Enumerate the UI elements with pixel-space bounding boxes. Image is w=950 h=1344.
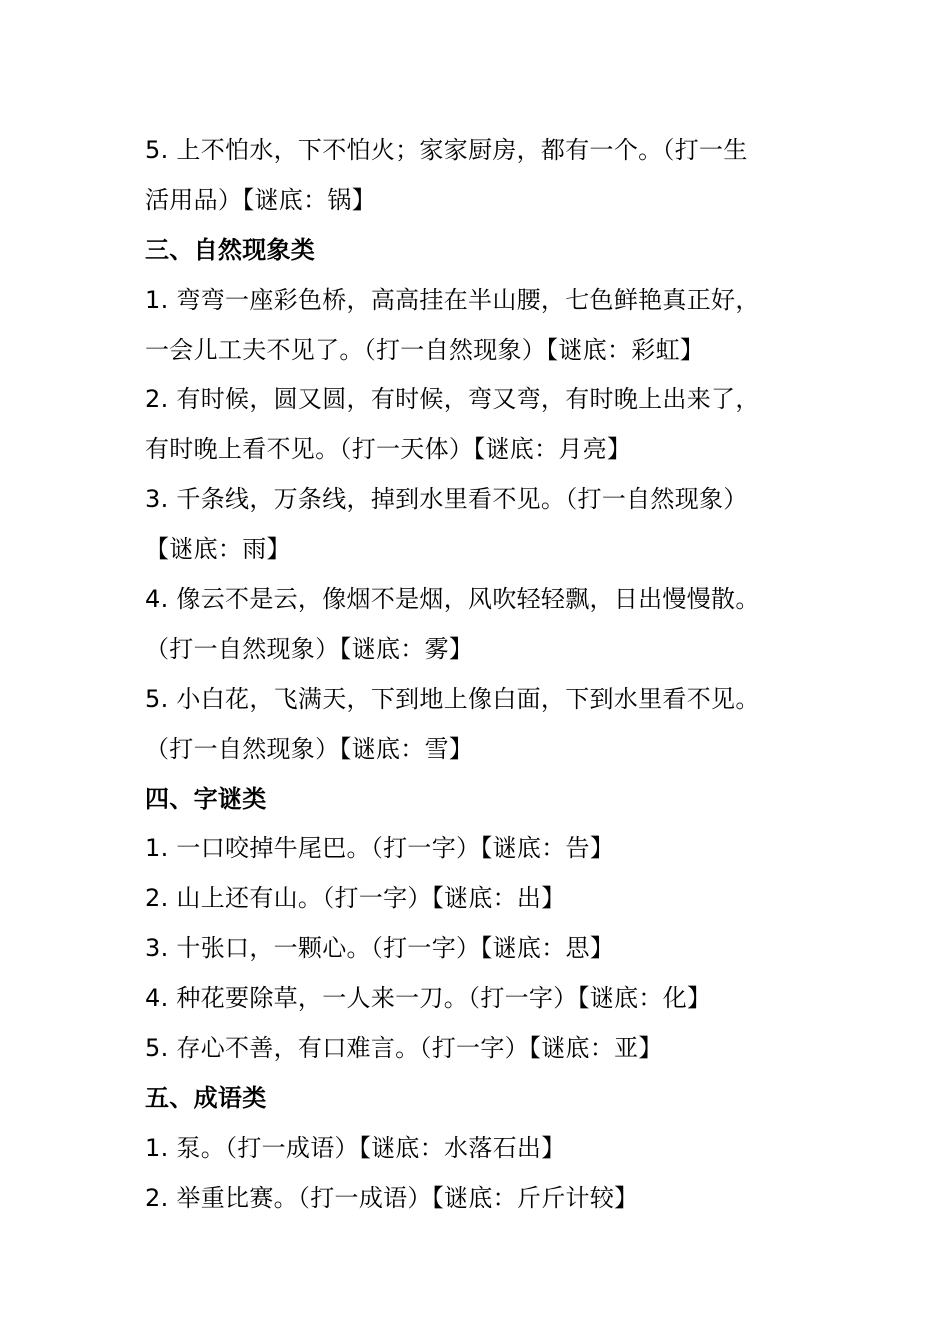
riddle-line: 5. 上不怕水，下不怕火；家家厨房，都有一个。（打一生 <box>145 136 748 164</box>
riddle-line: 4. 像云不是云，像烟不是烟，风吹轻轻飘，日出慢慢散。 <box>145 585 760 614</box>
riddle-line: 有时晚上看不见。（打一天体）【谜底：月亮】 <box>145 435 632 464</box>
riddle-line: 5. 小白花，飞满天，下到地上像白面，下到水里看不见。 <box>145 684 760 713</box>
section-heading-character: 四、字谜类 <box>145 784 267 813</box>
riddle-line: 2. 山上还有山。（打一字）【谜底：出】 <box>145 884 566 913</box>
riddle-line: 3. 千条线，万条线，掉到水里看不见。（打一自然现象） <box>145 485 748 514</box>
riddle-line: 3. 十张口，一颗心。（打一字）【谜底：思】 <box>145 934 615 963</box>
riddle-line: （打一自然现象）【谜底：雪】 <box>145 734 474 763</box>
document-page <box>145 126 815 1224</box>
riddle-line: 【谜底：雨】 <box>145 535 291 564</box>
riddle-line: 1. 弯弯一座彩色桥，高高挂在半山腰，七色鲜艳真正好， <box>145 285 760 314</box>
section-heading-nature: 三、自然现象类 <box>145 235 316 264</box>
riddle-line: 2. 举重比赛。（打一成语）【谜底：斤斤计较】 <box>145 1183 639 1212</box>
riddle-line: 一会儿工夫不见了。（打一自然现象）【谜底：彩虹】 <box>145 335 705 364</box>
section-heading-idiom: 五、成语类 <box>145 1083 267 1112</box>
riddle-line: 4. 种花要除草，一人来一刀。（打一字）【谜底：化】 <box>145 984 712 1013</box>
riddle-line: 1. 泵。（打一成语）【谜底：水落石出】 <box>145 1133 566 1162</box>
riddle-line: （打一自然现象）【谜底：雾】 <box>145 634 474 663</box>
riddle-line: 活用品）【谜底：锅】 <box>145 185 376 214</box>
riddle-line: 1. 一口咬掉牛尾巴。（打一字）【谜底：告】 <box>145 834 615 863</box>
riddle-line: 2. 有时候，圆又圆，有时候，弯又弯，有时晚上出来了， <box>145 385 760 414</box>
riddle-line: 5. 存心不善，有口难言。（打一字）【谜底：亚】 <box>145 1034 663 1063</box>
